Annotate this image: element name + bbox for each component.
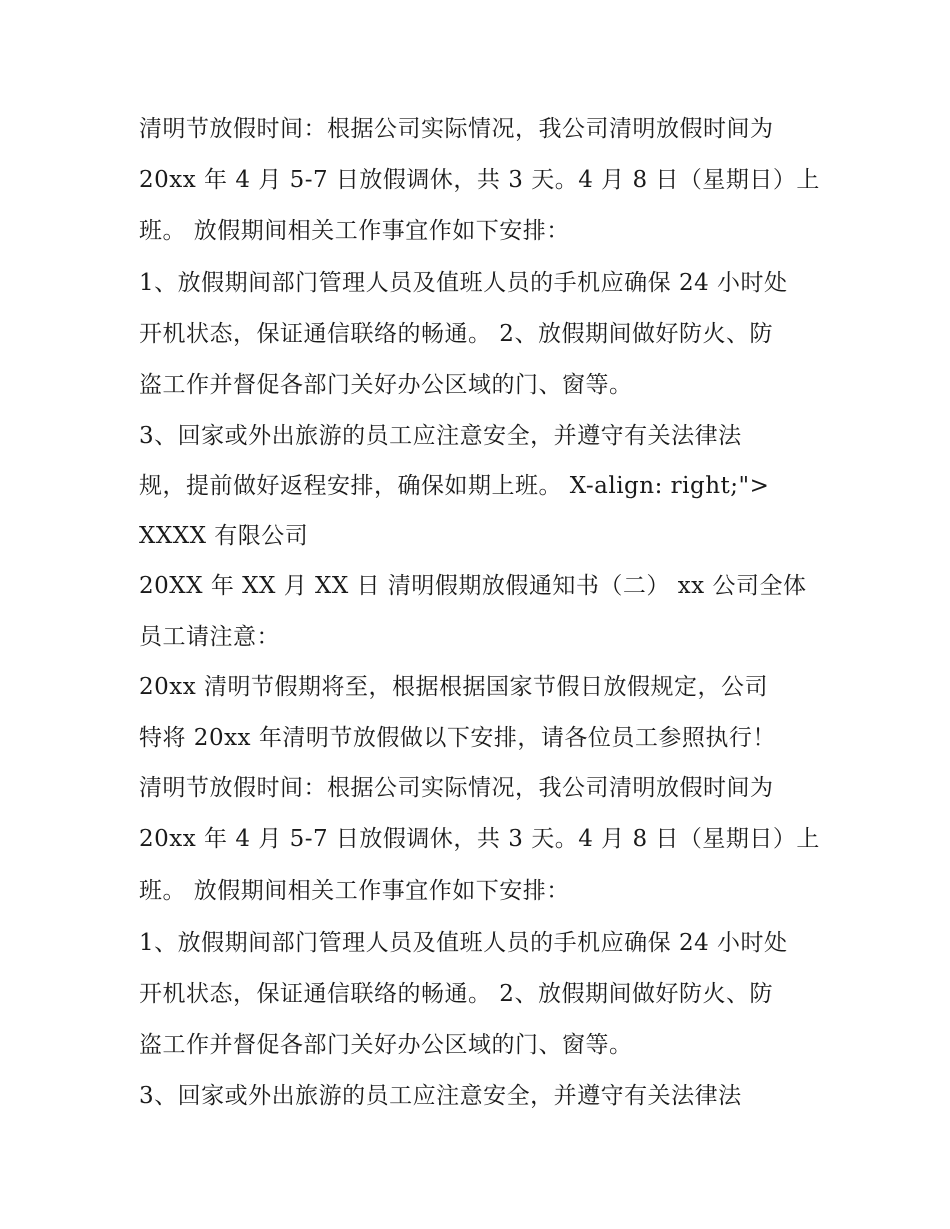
text-line: 开机状态，保证通信联络的畅通。 2、放假期间做好防火、防 <box>139 321 773 347</box>
text-line: 清明节放假时间：根据公司实际情况，我公司清明放假时间为 <box>139 116 774 142</box>
text-line: 1、放假期间部门管理人员及值班人员的手机应确保 24 小时处 <box>139 930 788 956</box>
text-line: 1、放假期间部门管理人员及值班人员的手机应确保 24 小时处 <box>139 270 788 296</box>
text-line: 开机状态，保证通信联络的畅通。 2、放假期间做好防火、防 <box>139 981 773 1007</box>
text-line: 盗工作并督促各部门关好办公区域的门、窗等。 <box>139 372 633 398</box>
text-line: 20xx 年 4 月 5-7 日放假调休，共 3 天。4 月 8 日（星期日）上 <box>139 167 820 193</box>
text-line: 20xx 年 4 月 5-7 日放假调休，共 3 天。4 月 8 日（星期日）上 <box>139 826 820 852</box>
text-line: 20xx 清明节假期将至，根据根据国家节假日放假规定，公司 <box>139 674 769 700</box>
text-line: 3、回家或外出旅游的员工应注意安全，并遵守有关法律法 <box>139 423 742 449</box>
text-line: 班。 放假期间相关工作事宜作如下安排： <box>139 218 570 244</box>
text-line: 清明节放假时间：根据公司实际情况，我公司清明放假时间为 <box>139 775 774 801</box>
text-line: 3、回家或外出旅游的员工应注意安全，并遵守有关法律法 <box>139 1083 742 1109</box>
text-line: 班。 放假期间相关工作事宜作如下安排： <box>139 878 570 904</box>
text-line: 规，提前做好返程安排，确保如期上班。 X-align: right;"> <box>139 473 770 499</box>
text-line: 盗工作并督促各部门关好办公区域的门、窗等。 <box>139 1032 633 1058</box>
company-name: XXXX 有限公司 <box>139 523 309 549</box>
text-line: 20XX 年 XX 月 XX 日 清明假期放假通知书（二） xx 公司全体 <box>139 573 807 599</box>
text-line: 特将 20xx 年清明节放假做以下安排，请各位员工参照执行！ <box>139 725 776 751</box>
text-line: 员工请注意： <box>139 624 280 650</box>
